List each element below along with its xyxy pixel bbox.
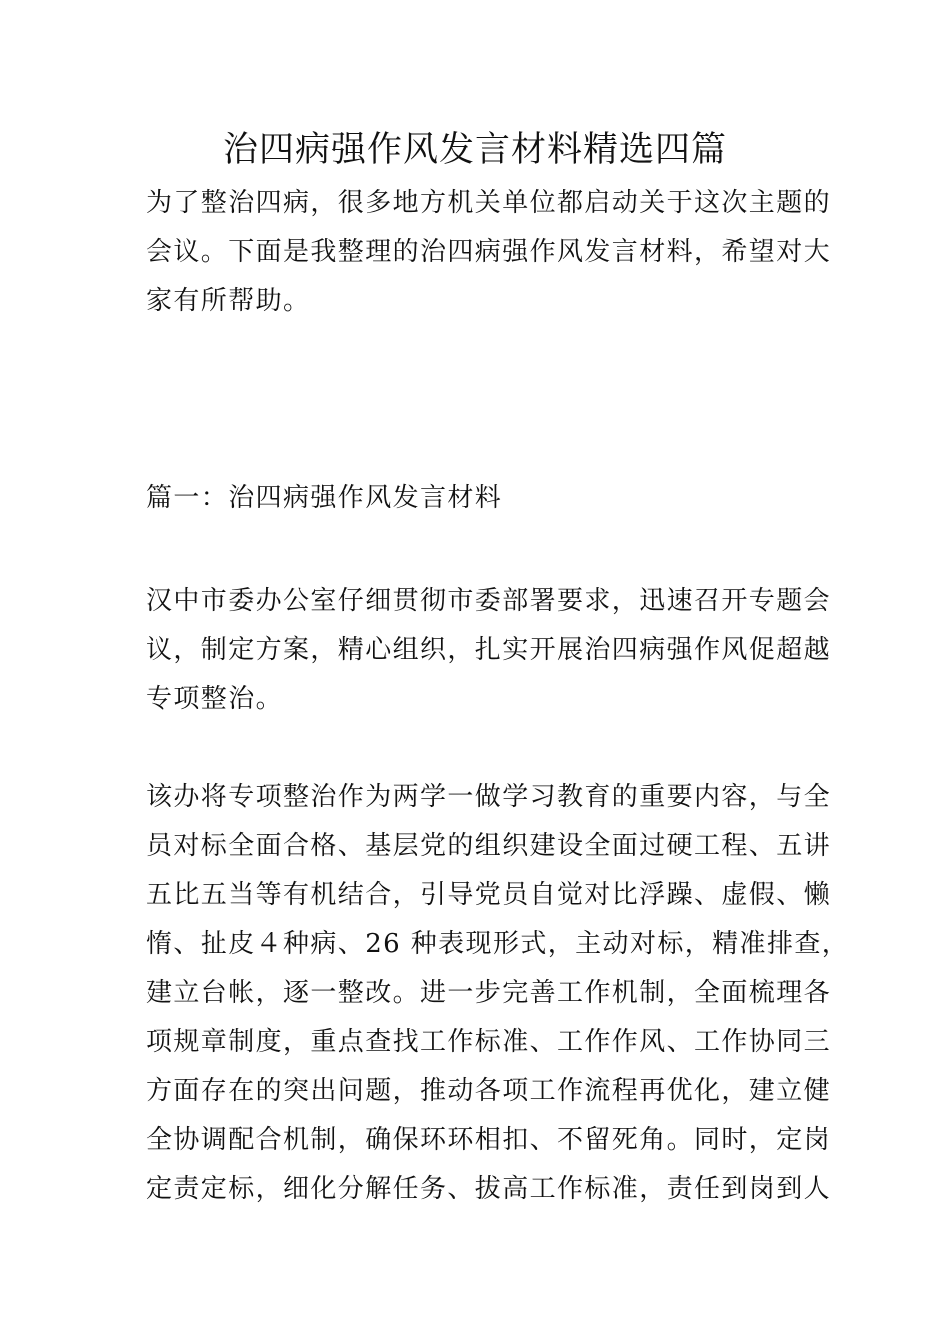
paragraph-line: 项规章制度，重点查找工作标准、工作作风、工作协同三: [146, 1027, 832, 1057]
paragraph-line: 方面存在的突出问题，推动各项工作流程再优化，建立健: [146, 1076, 832, 1106]
intro-line: 为了整治四病，很多地方机关单位都启动关于这次主题的: [146, 188, 832, 218]
body-paragraph-1: [146, 577, 832, 724]
section-heading-text: 篇一：治四病强作风发言材料: [146, 483, 503, 513]
document-title: 治四病强作风发言材料精选四篇: [222, 130, 727, 170]
paragraph-line: 五比五当等有机结合，引导党员自觉对比浮躁、虚假、懒: [146, 880, 832, 910]
section-heading: [146, 474, 810, 523]
paragraph-line: 汉中市委办公室仔细贯彻市委部署要求，迅速召开专题会: [146, 586, 832, 616]
paragraph-line: 该办将专项整治作为两学一做学习教育的重要内容，与全: [146, 782, 832, 812]
intro-line: 家有所帮助。: [146, 286, 311, 316]
paragraph-line: 全协调配合机制，确保环环相扣、不留死角。同时，定岗: [146, 1125, 832, 1155]
paragraph-line: 定责定标，细化分解任务、拔高工作标准，责任到岗到人: [146, 1174, 832, 1204]
paragraph-line: 惰、扯皮４种病、26 种表现形式，主动对标，精准排查，: [146, 929, 850, 959]
body-paragraph-2: [146, 773, 850, 1214]
paragraph-line: 员对标全面合格、基层党的组织建设全面过硬工程、五讲: [146, 831, 832, 861]
intro-paragraph: [146, 179, 832, 326]
paragraph-line: 议，制定方案，精心组织，扎实开展治四病强作风促超越: [146, 635, 832, 665]
paragraph-line: 建立台帐，逐一整改。进一步完善工作机制，全面梳理各: [146, 978, 832, 1008]
paragraph-line: 专项整治。: [146, 684, 284, 714]
intro-line: 会议。下面是我整理的治四病强作风发言材料，希望对大: [146, 237, 832, 267]
